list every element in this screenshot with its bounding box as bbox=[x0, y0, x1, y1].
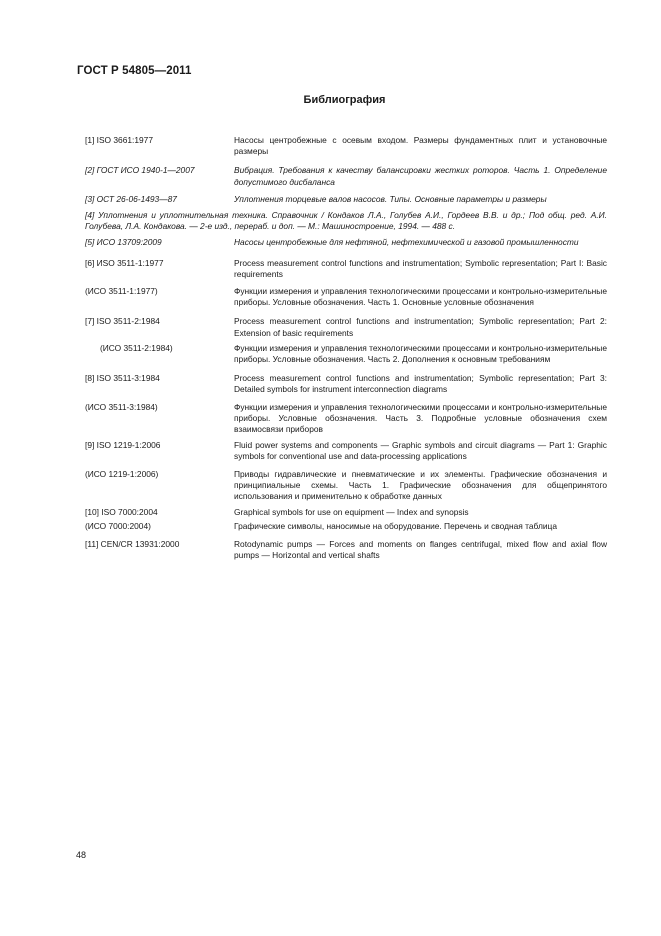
page-number: 48 bbox=[76, 850, 87, 860]
entry-description: Уплотнения торцевые валов насосов. Типы. Основные параметры и размеры bbox=[234, 193, 547, 204]
bibliography-entry bbox=[85, 539, 607, 561]
section-title: Библиография bbox=[303, 94, 386, 106]
entry-ref: (ИСО 3511-1:1977) bbox=[85, 286, 158, 297]
entry-ref: [5] ИСО 13709:2009 bbox=[85, 237, 162, 248]
entry-ref: [1] ISO 3661:1977 bbox=[85, 135, 153, 145]
bibliography-entry bbox=[85, 343, 607, 365]
entry-description: Graphical symbols for use on equipment — Index and synopsis bbox=[234, 507, 469, 518]
bibliography-entry bbox=[85, 210, 607, 232]
entry-description: Насосы центробежные с осевым входом. Размеры фундаментных плит и установочные размеры bbox=[234, 135, 607, 157]
bibliography-entry bbox=[85, 237, 607, 248]
entry-ref: (ИСО 7000:2004) bbox=[85, 521, 151, 532]
bibliography-entry bbox=[85, 316, 607, 338]
bibliography-entry bbox=[85, 286, 607, 308]
entry-description: Функции измерения и управления технологическими процессами и контрольно-измерительные приборы. Условные обозначения. Часть 1. Основные условные обозначения bbox=[234, 286, 607, 308]
entry-ref: (ИСО 3511-3:1984) bbox=[85, 401, 158, 412]
bibliography-entry bbox=[85, 258, 607, 280]
bibliography-entry bbox=[85, 507, 607, 518]
entry-description: Вибрация. Требования к качеству балансировки жестких роторов. Часть 1. Определение допустимого дисбаланса bbox=[234, 165, 607, 187]
entry-description: Уплотнения и уплотнительная техника. Справочник / Кондаков Л.А., Голубев А.И., Гордеев В.В. и др.; Под общ. ред. А.И. Голубева, Л.А. Кондакова. — 2-е изд., перераб. и доп. — М.: Машиностроение, 1994. — 488 с. bbox=[85, 210, 608, 232]
bibliography-entry bbox=[85, 165, 607, 187]
document-code: ГОСТ Р 54805—2011 bbox=[77, 65, 192, 77]
entry-description: Process measurement control functions and instrumentation; Symbolic representation; Part I: Basic requirements bbox=[234, 257, 607, 279]
entry-ref: [6] ИSO 3511-1:1977 bbox=[85, 257, 164, 268]
entry-ref: [3] ОСТ 26-06-1493—87 bbox=[85, 193, 177, 204]
bibliography-entry bbox=[85, 469, 607, 503]
bibliography-list bbox=[85, 129, 607, 561]
bibliography-entry bbox=[85, 135, 607, 157]
bibliography-entry bbox=[85, 402, 607, 436]
entry-ref: [11] CEN/CR 13931:2000 bbox=[85, 538, 180, 549]
entry-ref: [9] ISO 1219-1:2006 bbox=[85, 440, 161, 451]
entry-ref: [10] ISO 7000:2004 bbox=[85, 507, 158, 518]
entry-description: Process measurement control functions and instrumentation; Symbolic representation; Part 3: Detailed symbols for instrument interconnection diagrams bbox=[234, 373, 607, 395]
entry-ref: [7] ISO 3511-2:1984 bbox=[85, 316, 160, 327]
entry-ref: [8] ISO 3511-3:1984 bbox=[85, 373, 160, 384]
entry-ref: (ИСО 1219-1:2006) bbox=[85, 468, 159, 479]
entry-text bbox=[85, 210, 607, 232]
entry-ref: (ИСО 3511-2:1984) bbox=[100, 342, 173, 353]
entry-description: Process measurement control functions and instrumentation; Symbolic representation; Part 2: Extension of basic requirements bbox=[234, 316, 607, 338]
entry-description: Fluid power systems and components — Graphic symbols and circuit diagrams — Part 1: Graphic symbols for conventional use and data-processing applications bbox=[234, 440, 607, 462]
bibliography-entry bbox=[85, 440, 607, 462]
entry-description: Rotodynamic pumps — Forces and moments on flanges centrifugal, mixed flow and axial flow pumps — Horizontal and vertical shafts bbox=[234, 538, 607, 560]
bibliography-entry bbox=[85, 373, 607, 395]
entry-description: Насосы центробежные для нефтяной, нефтехимической и газовой промышленности bbox=[234, 237, 579, 248]
bibliography-entry bbox=[85, 521, 607, 532]
entry-description: Функции измерения и управления технологическими процессами и контрольно-измерительные приборы. Условные обозначения. Часть 2. Дополнения к основным требованиям bbox=[234, 342, 607, 365]
entry-ref: [2] ГОСТ ИСО 1940-1—2007 bbox=[85, 165, 195, 176]
bibliography-entry bbox=[85, 194, 607, 205]
entry-description: Функции измерения и управления технологическими процессами и контрольно-измерительные приборы. Условные обозначения. Часть 3. Подробные условные обозначения схем взаимосвязи приборов bbox=[234, 401, 607, 435]
entry-ref: [4] bbox=[85, 210, 95, 221]
entry-description: Графические символы, наносимые на оборудование. Перечень и сводная таблица bbox=[234, 521, 557, 532]
entry-description: Приводы гидравлические и пневматические и их элементы. Графические обозначения и принципиальные схемы. Часть 1. Графические обозначения для общепринятого использования и применительно к обработке данных bbox=[234, 468, 607, 502]
